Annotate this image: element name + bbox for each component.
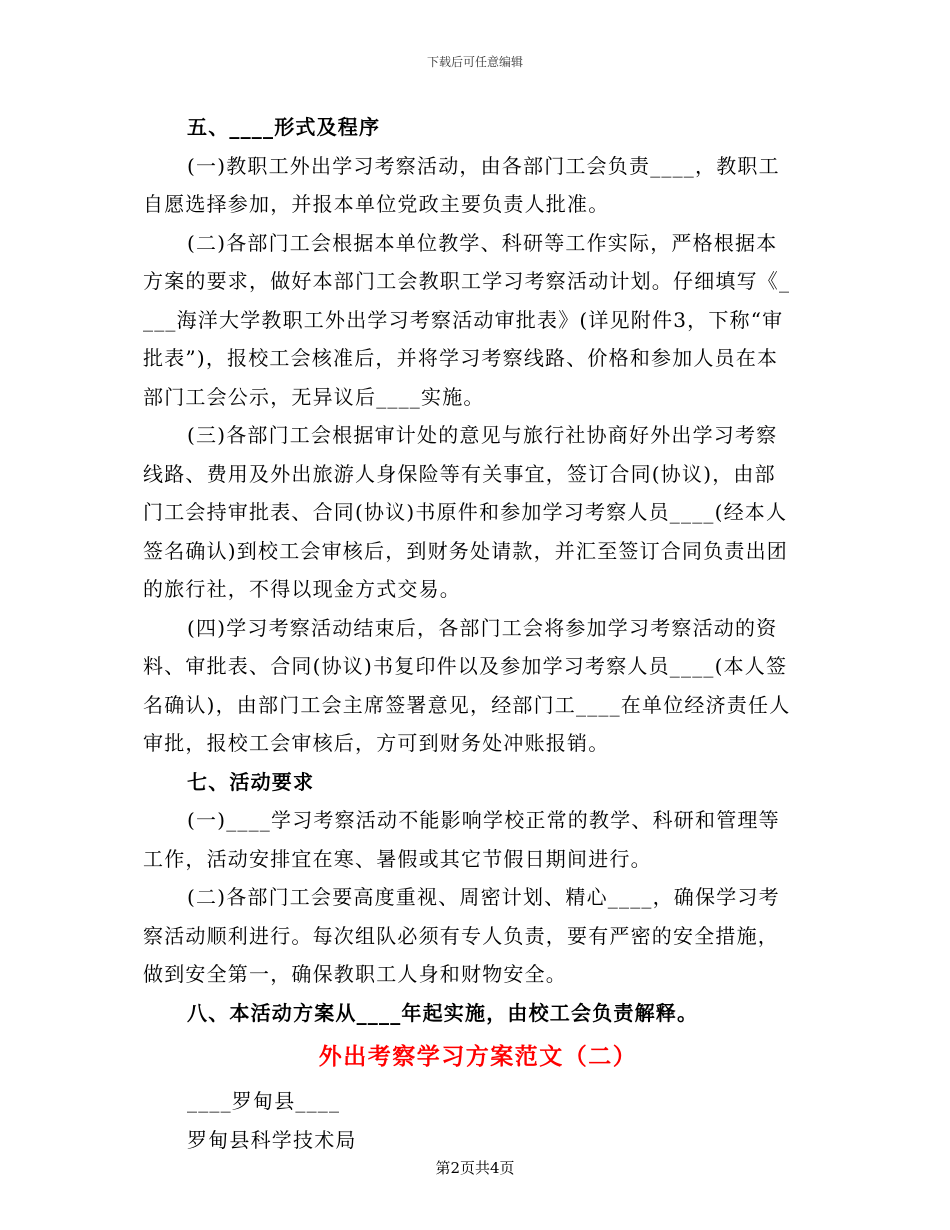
second-document-title: 外出考察学习方案范文（二） [318,1044,638,1070]
paragraph-line: 线路、费用及外出旅游人身保险等有关事宜，签订合同(协议)，由部 [143,461,776,486]
paragraph-line: 名确认)，由部门工会主席签署意见，经部门工____在单位经济责任人 [143,692,791,717]
paragraph-line: ____罗甸县____ [187,1089,341,1113]
paragraph-line: 签名确认)到校工会审核后，到财务处请款，并汇至签订合同负责出团 [143,538,789,563]
paragraph-line: (一)____学习考察活动不能影响学校正常的教学、科研和管理等 [187,808,780,832]
paragraph-line: 部门工会公示，无异议后____实施。 [143,384,485,409]
document-body [143,108,813,1159]
paragraph-line: 自愿选择参加，并报本单位党政主要负责人批准。 [143,192,610,216]
section-heading-8: 八、本活动方案从____年起实施，由校工会负责解释。 [187,1000,699,1025]
paragraph-line: 审批，报校工会审核后，方可到财务处冲账报销。 [143,731,610,755]
section-heading-7: 七、活动要求 [187,769,315,794]
page-number: 第2页共4页 [435,1159,515,1177]
paragraph-line: 察活动顺利进行。每次组队必须有专人负责，要有严密的安全措施， [143,923,779,948]
paragraph-line: 批表”)，报校工会核准后，并将学习考察线路、价格和参加人员在本 [143,346,779,370]
paragraph-line: 门工会持审批表、合同(协议)书原件和参加学习考察人员____(经本人 [143,500,788,524]
paragraph-line: 工作，活动安排宜在寒、暑假或其它节假日期间进行。 [143,846,652,871]
paragraph-line: (三)各部门工会根据审计处的意见与旅行社协商好外出学习考察 [187,423,778,447]
section-heading-5: 五、____形式及程序 [187,115,381,139]
paragraph-line: (四)学习考察活动结束后，各部门工会将参加学习考察活动的资 [187,615,778,640]
paragraph-line: (二)各部门工会要高度重视、周密计划、精心____，确保学习考 [187,885,780,909]
header-note: 下载后可任意编辑 [426,55,523,69]
paragraph-line: 的旅行社，不得以现金方式交易。 [143,577,461,601]
paragraph-line: 做到安全第一，确保教职工人身和财物安全。 [143,962,567,986]
paragraph-line: 方案的要求，做好本部门工会教职工学习考察活动计划。仔细填写《_ [143,269,791,293]
paragraph-line: 料、审批表、合同(协议)书复印件以及参加学习考察人员____(本人签 [143,654,788,678]
paragraph-line: (二)各部门工会根据本单位教学、科研等工作实际，严格根据本 [187,230,778,255]
paragraph-line: 罗甸县科学技术局 [187,1127,357,1152]
paragraph-line: ___海洋大学教职工外出学习考察活动审批表》(详见附件3，下称“审 [143,307,784,332]
paragraph-line: (一)教职工外出学习考察活动，由各部门工会负责____，教职工 [187,153,780,178]
